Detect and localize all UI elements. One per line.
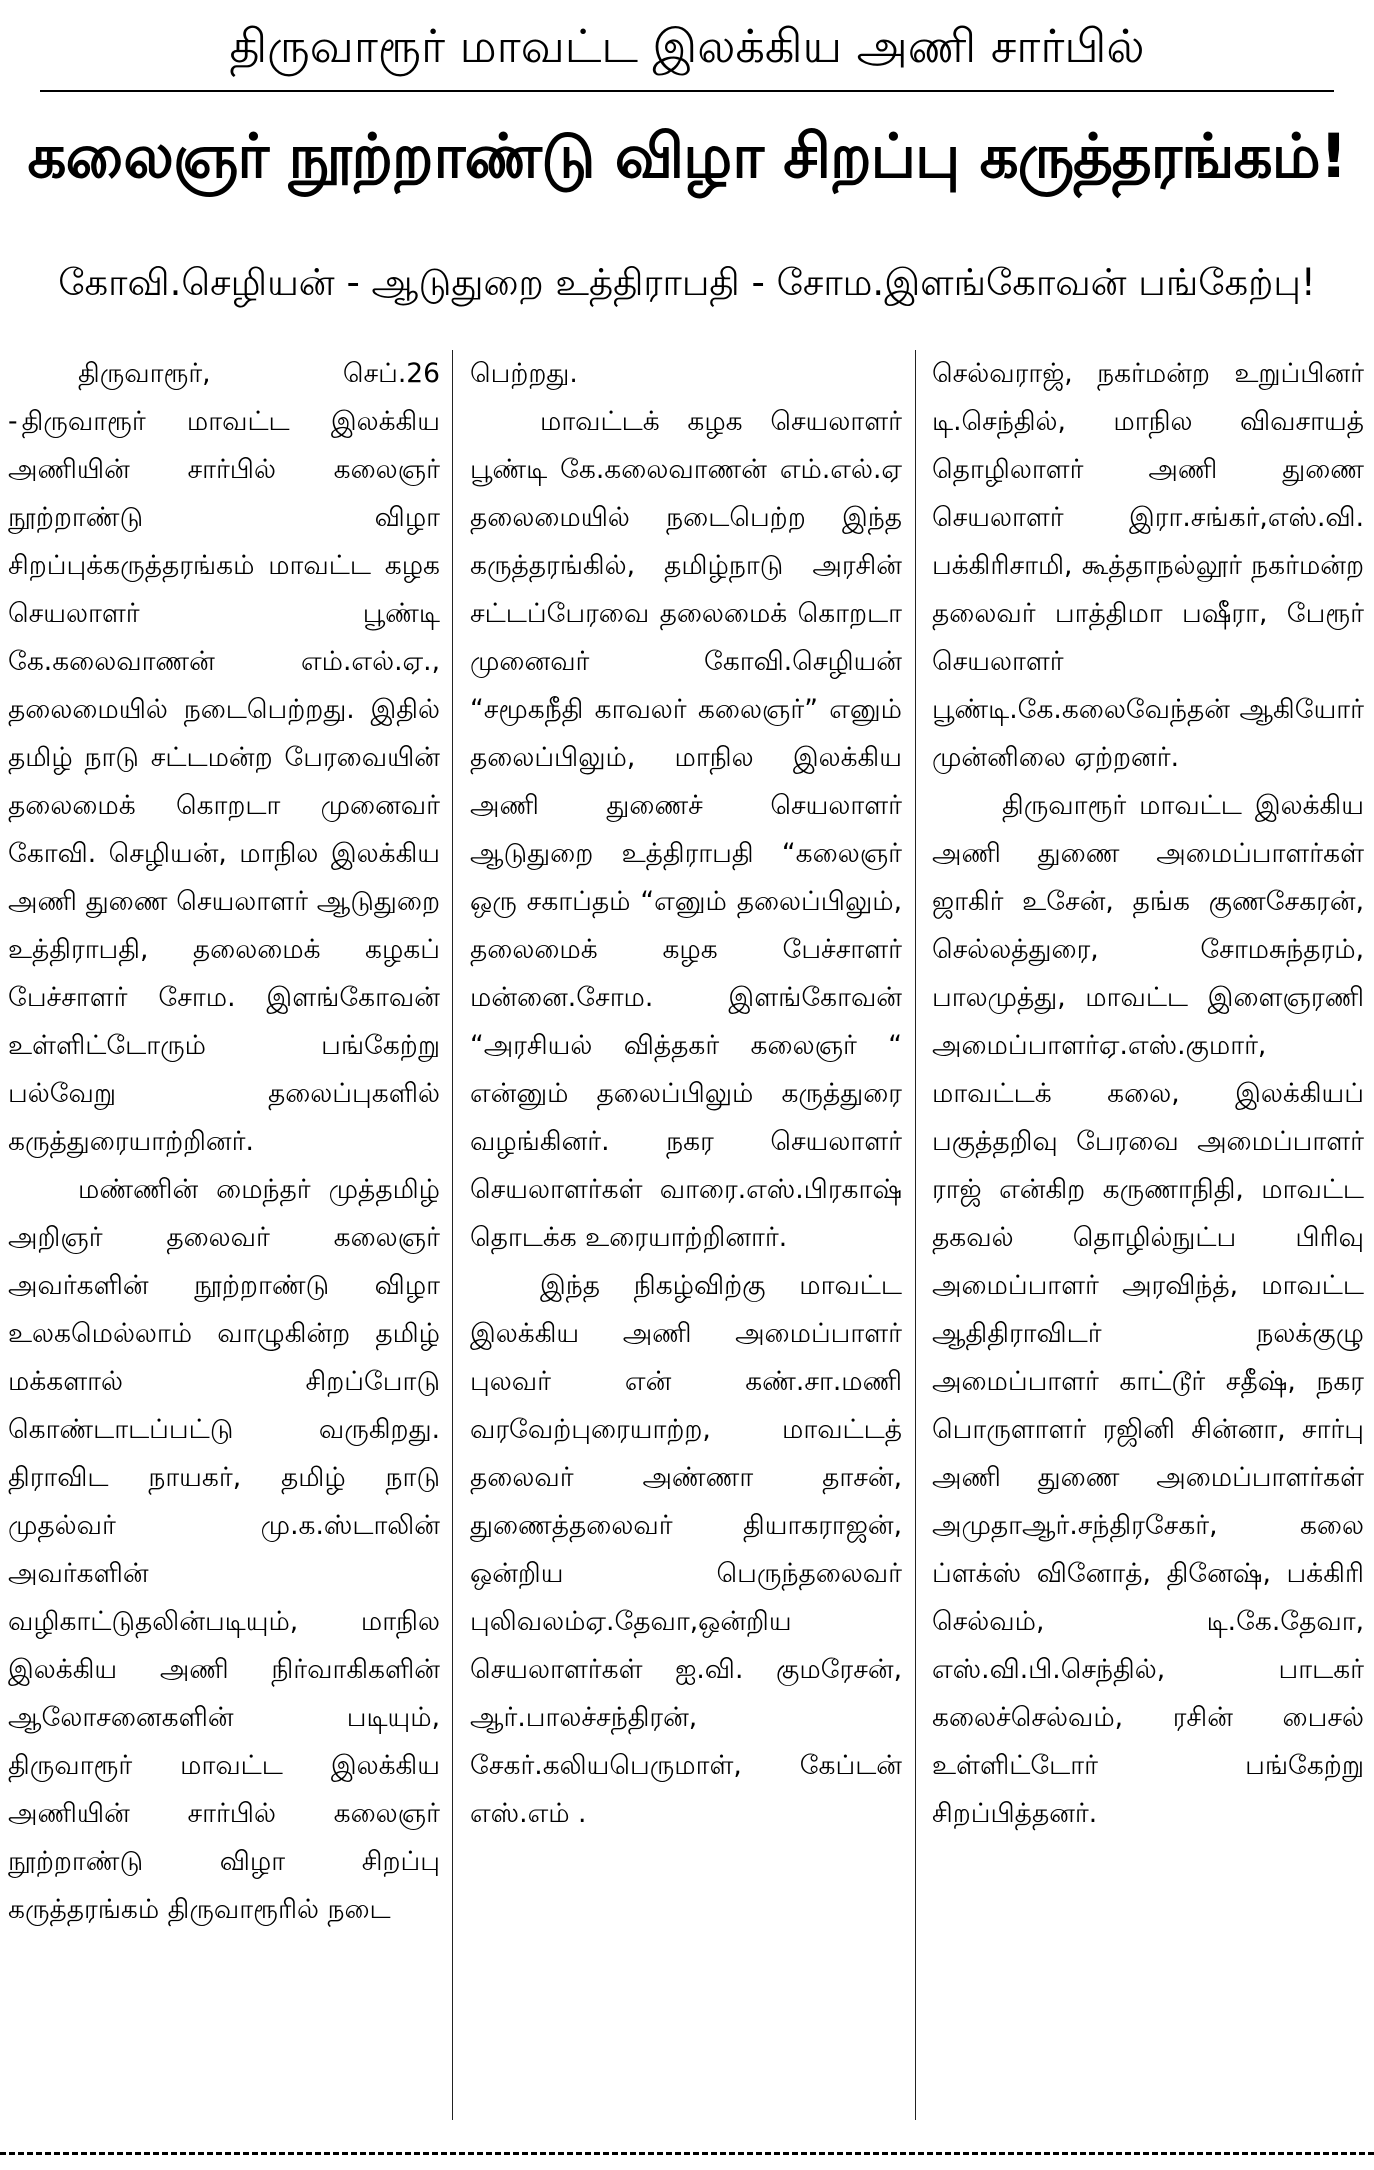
column-2-paragraph-1: மாவட்டக் கழக செயலாளர் பூண்டி கே.கலைவாணன் எம்.எல்.ஏ தலைமையில் நடைபெற்ற இந்த கருத்தரங்கில், தமிழ்நாடு அரசின் சட்டப்பேரவை தலைமைக் கொறடா முனைவர் கோவி.செழியன் “சமூகநீதி காவலர் கலைஞர்” எனும் தலைப்பிலும், மாநில இலக்கிய அணி துணைச் செயலாளர் ஆடுதுறை உத்திராபதி “கலைஞர் ஒரு சகாப்தம் “எனும் தலைப்பிலும், தலைமைக் கழக பேச்சாளர் மன்னை.சோம. இளங்கோவன் “அரசியல் வித்தகர் கலைஞர் “ என்னும் தலைப்பிலும் கருத்துரை வழங்கினர். நகர செயலாளர் செயலாளர்கள் வாரை.எஸ்.பிரகாஷ் தொடக்க உரையாற்றினார்.	[470, 406, 902, 1253]
column-divider	[915, 350, 916, 2120]
column-1-paragraph-1-text: திருவாரூர் மாவட்ட இலக்கிய அணியின் சார்பில் கலைஞர் நூற்றாண்டு விழா சிறப்புக்கருத்தரங்கம் மாவட்ட கழக செயலாளர் பூண்டி கே.கலைவாணன் எம்.எல்.ஏ., தலைமையில் நடைபெற்றது. இதில் தமிழ் நாடு சட்டமன்ற பேரவையின் தலைமைக் கொறடா முனைவர் கோவி. செழியன், மாநில இலக்கிய அணி துணை செயலாளர் ஆடுதுறை உத்திராபதி, தலைமைக் கழகப் பேச்சாளர் சோம. இளங்கோவன் உள்ளிட்டோரும் பங்கேற்று பல்வேறு தலைப்புகளில் கருத்துரையாற்றினர்.	[8, 406, 440, 1157]
article-column-1	[8, 350, 440, 1934]
column-2-paragraph-2: இந்த நிகழ்விற்கு மாவட்ட இலக்கிய அணி அமைப்பாளர் புலவர் என் கண்.சா.மணி வரவேற்புரையாற்ற, மாவட்டத் தலைவர் அண்ணா தாசன், துணைத்தலைவர் தியாகராஜன், ஒன்றிய பெருந்தலைவர் புலிவலம்ஏ.தேவா,ஒன்றிய செயலாளர்கள் ஐ.வி. குமரேசன், ஆர்.பாலச்சந்திரன், சேகர்.கலியபெருமாள், கேப்டன் எஸ்.எம் .	[470, 1270, 902, 1829]
dateline: திருவாரூர், செப்.26 -	[8, 358, 440, 437]
column-3-paragraph-1: திருவாரூர் மாவட்ட இலக்கிய அணி துணை அமைப்பாளர்கள் ஜாகிர் உசேன், தங்க குணசேகரன், செல்லத்துரை, சோமசுந்தரம், பாலமுத்து, மாவட்ட இளைஞரணி அமைப்பாளர்ஏ.எஸ்.குமார், மாவட்டக் கலை, இலக்கியப் பகுத்தறிவு பேரவை அமைப்பாளர் ராஜ் என்கிற கருணாநிதி, மாவட்ட தகவல் தொழில்நுட்ப பிரிவு அமைப்பாளர் அரவிந்த், மாவட்ட ஆதிதிராவிடர் நலக்குழு அமைப்பாளர் காட்டூர் சதீஷ், நகர பொருளாளர் ரஜினி சின்னா, சார்பு அணி துணை அமைப்பாளர்கள் அமுதாஆர்.சந்திரசேகர், கலை ப்ளக்ஸ் வினோத், தினேஷ், பக்கிரி செல்வம், டி.கே.தேவா, எஸ்.வி.பி.செந்தில், பாடகர் கலைச்செல்வம், ரசின் பைசல் உள்ளிட்டோர் பங்கேற்று சிறப்பித்தனர்.	[932, 790, 1364, 1829]
column-2-lead: பெற்றது.	[470, 358, 578, 389]
column-1-paragraph-1	[8, 350, 440, 1166]
headline: கலைஞர் நூற்றாண்டு விழா சிறப்பு கருத்தரங்கம்!	[27, 121, 1347, 192]
column-1-paragraph-2: மண்ணின் மைந்தர் முத்தமிழ் அறிஞர் தலைவர் கலைஞர் அவர்களின் நூற்றாண்டு விழா உலகமெல்லாம் வாழுகின்ற தமிழ் மக்களால் சிறப்போடு கொண்டாடப்பட்டு வருகிறது. திராவிட நாயகர், தமிழ் நாடு முதல்வர் மு.க.ஸ்டாலின் அவர்களின் வழிகாட்டுதலின்படியும், மாநில இலக்கிய அணி நிர்வாகிகளின் ஆலோசனைகளின் படியும், திருவாரூர் மாவட்ட இலக்கிய அணியின் சார்பில் கலைஞர் நூற்றாண்டு விழா சிறப்பு கருத்தரங்கம் திருவாரூரில் நடை	[8, 1174, 440, 1925]
column-3-lead: செல்வராஜ், நகர்மன்ற உறுப்பினர் டி.செந்தில், மாநில விவசாயத் தொழிலாளர் அணி துணை செயலாளர் இரா.சங்கர்,எஸ்.வி. பக்கிரிசாமி, கூத்தாநல்லூர் நகர்மன்ற தலைவர் பாத்திமா பஷீரா, பேரூர் செயலாளர் பூண்டி.கே.கலைவேந்தன் ஆகியோர் முன்னிலை ஏற்றனர்.	[932, 358, 1364, 773]
bottom-dashed-rule	[0, 2152, 1374, 2155]
article-column-2	[470, 350, 902, 1838]
article-column-3	[932, 350, 1364, 1838]
header-rule	[40, 90, 1334, 92]
column-divider	[452, 350, 453, 2120]
subhead: கோவி.செழியன் - ஆடுதுறை உத்திராபதி - சோம.இளங்கோவன் பங்கேற்பு!	[58, 261, 1316, 304]
kicker-line: திருவாரூர் மாவட்ட இலக்கிய அணி சார்பில்	[229, 19, 1145, 73]
